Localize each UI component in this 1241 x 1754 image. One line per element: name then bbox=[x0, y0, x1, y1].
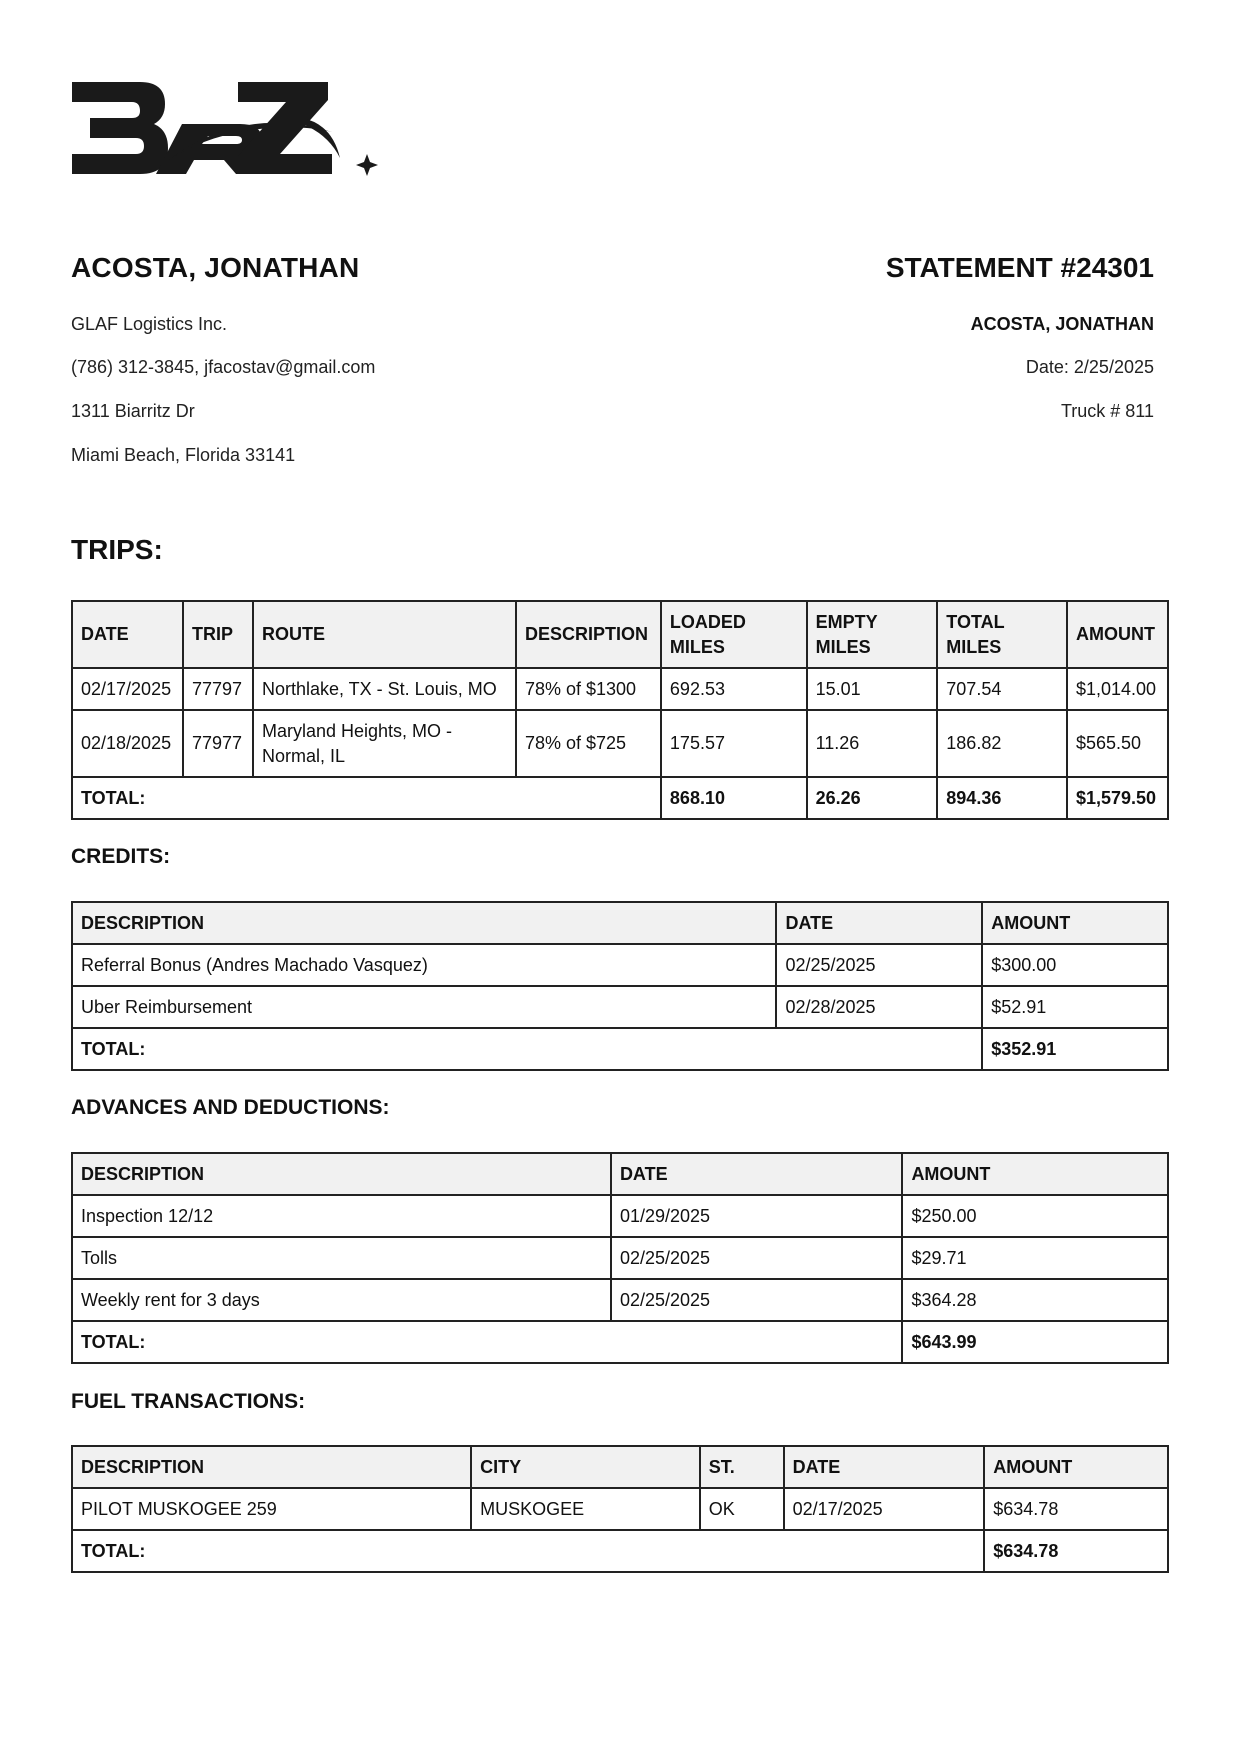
fuel-total-label: TOTAL: bbox=[72, 1530, 984, 1572]
trip-description: 78% of $1300 bbox=[516, 668, 661, 710]
credits-total-row bbox=[72, 1028, 1168, 1070]
trips-title: TRIPS: bbox=[71, 534, 163, 565]
trip-empty-miles: 11.26 bbox=[807, 710, 938, 777]
trip-loaded-miles: 692.53 bbox=[661, 668, 807, 710]
deductions-header-description: DESCRIPTION bbox=[72, 1153, 611, 1195]
trips-header-description: DESCRIPTION bbox=[516, 601, 661, 668]
brz-logo bbox=[70, 78, 390, 198]
statement-date: Date: 2/25/2025 bbox=[1025, 357, 1154, 377]
credit-date: 02/28/2025 bbox=[776, 986, 982, 1028]
trips-header-empty-miles: EMPTY MILES bbox=[807, 601, 938, 668]
fuel-header-city: CITY bbox=[471, 1446, 700, 1488]
contact-info: (786) 312-3845, jfacostav@gmail.com bbox=[71, 357, 376, 377]
table-row bbox=[72, 986, 1168, 1028]
table-row bbox=[72, 1237, 1168, 1279]
deduction-description: Inspection 12/12 bbox=[72, 1195, 611, 1237]
fuel-title: FUEL TRANSACTIONS: bbox=[71, 1390, 306, 1413]
fuel-description: PILOT MUSKOGEE 259 bbox=[72, 1488, 471, 1530]
trips-table bbox=[71, 600, 1169, 820]
table-row bbox=[72, 668, 1168, 710]
truck-number: Truck # 811 bbox=[1060, 401, 1154, 421]
trip-route: Maryland Heights, MO - Normal, IL bbox=[253, 710, 516, 777]
trip-empty-miles: 15.01 bbox=[807, 668, 938, 710]
trips-header-row bbox=[72, 601, 1168, 668]
deduction-date: 01/29/2025 bbox=[611, 1195, 903, 1237]
trip-date: 02/17/2025 bbox=[72, 668, 183, 710]
deduction-date: 02/25/2025 bbox=[611, 1279, 903, 1321]
trips-total-loaded: 868.10 bbox=[661, 777, 807, 819]
statement-driver-name: ACOSTA, JONATHAN bbox=[970, 314, 1154, 334]
brz-logo-icon bbox=[70, 78, 390, 198]
trip-date: 02/18/2025 bbox=[72, 710, 183, 777]
credit-amount: $52.91 bbox=[982, 986, 1168, 1028]
credits-table bbox=[71, 901, 1169, 1071]
fuel-city: MUSKOGEE bbox=[471, 1488, 700, 1530]
table-row bbox=[72, 710, 1168, 777]
credit-amount: $300.00 bbox=[982, 944, 1168, 986]
deductions-total-amount: $643.99 bbox=[902, 1321, 1168, 1363]
table-row bbox=[72, 1488, 1168, 1530]
trip-total-miles: 707.54 bbox=[937, 668, 1067, 710]
credits-header-description: DESCRIPTION bbox=[72, 902, 776, 944]
trips-total-miles: 894.36 bbox=[937, 777, 1067, 819]
deduction-amount: $364.28 bbox=[902, 1279, 1168, 1321]
trips-header-amount: AMOUNT bbox=[1067, 601, 1168, 668]
trips-header-date: DATE bbox=[72, 601, 183, 668]
address-line-2: Miami Beach, Florida 33141 bbox=[71, 445, 296, 465]
deductions-title: ADVANCES AND DEDUCTIONS: bbox=[71, 1096, 390, 1119]
credit-description: Referral Bonus (Andres Machado Vasquez) bbox=[72, 944, 776, 986]
driver-name-title: ACOSTA, JONATHAN bbox=[71, 252, 360, 283]
address-line-1: 1311 Biarritz Dr bbox=[71, 401, 195, 421]
deductions-total-row bbox=[72, 1321, 1168, 1363]
credits-total-amount: $352.91 bbox=[982, 1028, 1168, 1070]
fuel-total-amount: $634.78 bbox=[984, 1530, 1168, 1572]
statement-title: STATEMENT #24301 bbox=[885, 252, 1154, 283]
fuel-header-state: ST. bbox=[700, 1446, 784, 1488]
fuel-table bbox=[71, 1445, 1169, 1573]
trip-loaded-miles: 175.57 bbox=[661, 710, 807, 777]
credit-date: 02/25/2025 bbox=[776, 944, 982, 986]
deduction-amount: $29.71 bbox=[902, 1237, 1168, 1279]
credits-header-date: DATE bbox=[776, 902, 982, 944]
credits-title: CREDITS: bbox=[71, 845, 171, 868]
trip-number: 77797 bbox=[183, 668, 253, 710]
fuel-date: 02/17/2025 bbox=[784, 1488, 985, 1530]
trips-total-amount: $1,579.50 bbox=[1067, 777, 1168, 819]
deduction-amount: $250.00 bbox=[902, 1195, 1168, 1237]
credits-header-row bbox=[72, 902, 1168, 944]
deduction-description: Tolls bbox=[72, 1237, 611, 1279]
deductions-table bbox=[71, 1152, 1169, 1364]
fuel-header-amount: AMOUNT bbox=[984, 1446, 1168, 1488]
trip-total-miles: 186.82 bbox=[937, 710, 1067, 777]
deductions-header-row bbox=[72, 1153, 1168, 1195]
fuel-header-description: DESCRIPTION bbox=[72, 1446, 471, 1488]
fuel-header-row bbox=[72, 1446, 1168, 1488]
fuel-header-date: DATE bbox=[784, 1446, 985, 1488]
fuel-total-row bbox=[72, 1530, 1168, 1572]
trip-route: Northlake, TX - St. Louis, MO bbox=[253, 668, 516, 710]
trips-total-label: TOTAL: bbox=[72, 777, 661, 819]
trips-header-loaded-miles: LOADED MILES bbox=[661, 601, 807, 668]
trip-description: 78% of $725 bbox=[516, 710, 661, 777]
trips-header-route: ROUTE bbox=[253, 601, 516, 668]
deductions-total-label: TOTAL: bbox=[72, 1321, 902, 1363]
fuel-state: OK bbox=[700, 1488, 784, 1530]
trip-amount: $565.50 bbox=[1067, 710, 1168, 777]
table-row bbox=[72, 944, 1168, 986]
company-name: GLAF Logistics Inc. bbox=[71, 314, 228, 334]
deductions-header-date: DATE bbox=[611, 1153, 903, 1195]
trip-amount: $1,014.00 bbox=[1067, 668, 1168, 710]
trip-number: 77977 bbox=[183, 710, 253, 777]
table-row bbox=[72, 1195, 1168, 1237]
trips-total-row bbox=[72, 777, 1168, 819]
trips-total-empty: 26.26 bbox=[807, 777, 938, 819]
trips-header-total-miles: TOTAL MILES bbox=[937, 601, 1067, 668]
credits-header-amount: AMOUNT bbox=[982, 902, 1168, 944]
fuel-amount: $634.78 bbox=[984, 1488, 1168, 1530]
credit-description: Uber Reimbursement bbox=[72, 986, 776, 1028]
credits-total-label: TOTAL: bbox=[72, 1028, 982, 1070]
deductions-header-amount: AMOUNT bbox=[902, 1153, 1168, 1195]
trips-header-trip: TRIP bbox=[183, 601, 253, 668]
deduction-description: Weekly rent for 3 days bbox=[72, 1279, 611, 1321]
deduction-date: 02/25/2025 bbox=[611, 1237, 903, 1279]
table-row bbox=[72, 1279, 1168, 1321]
